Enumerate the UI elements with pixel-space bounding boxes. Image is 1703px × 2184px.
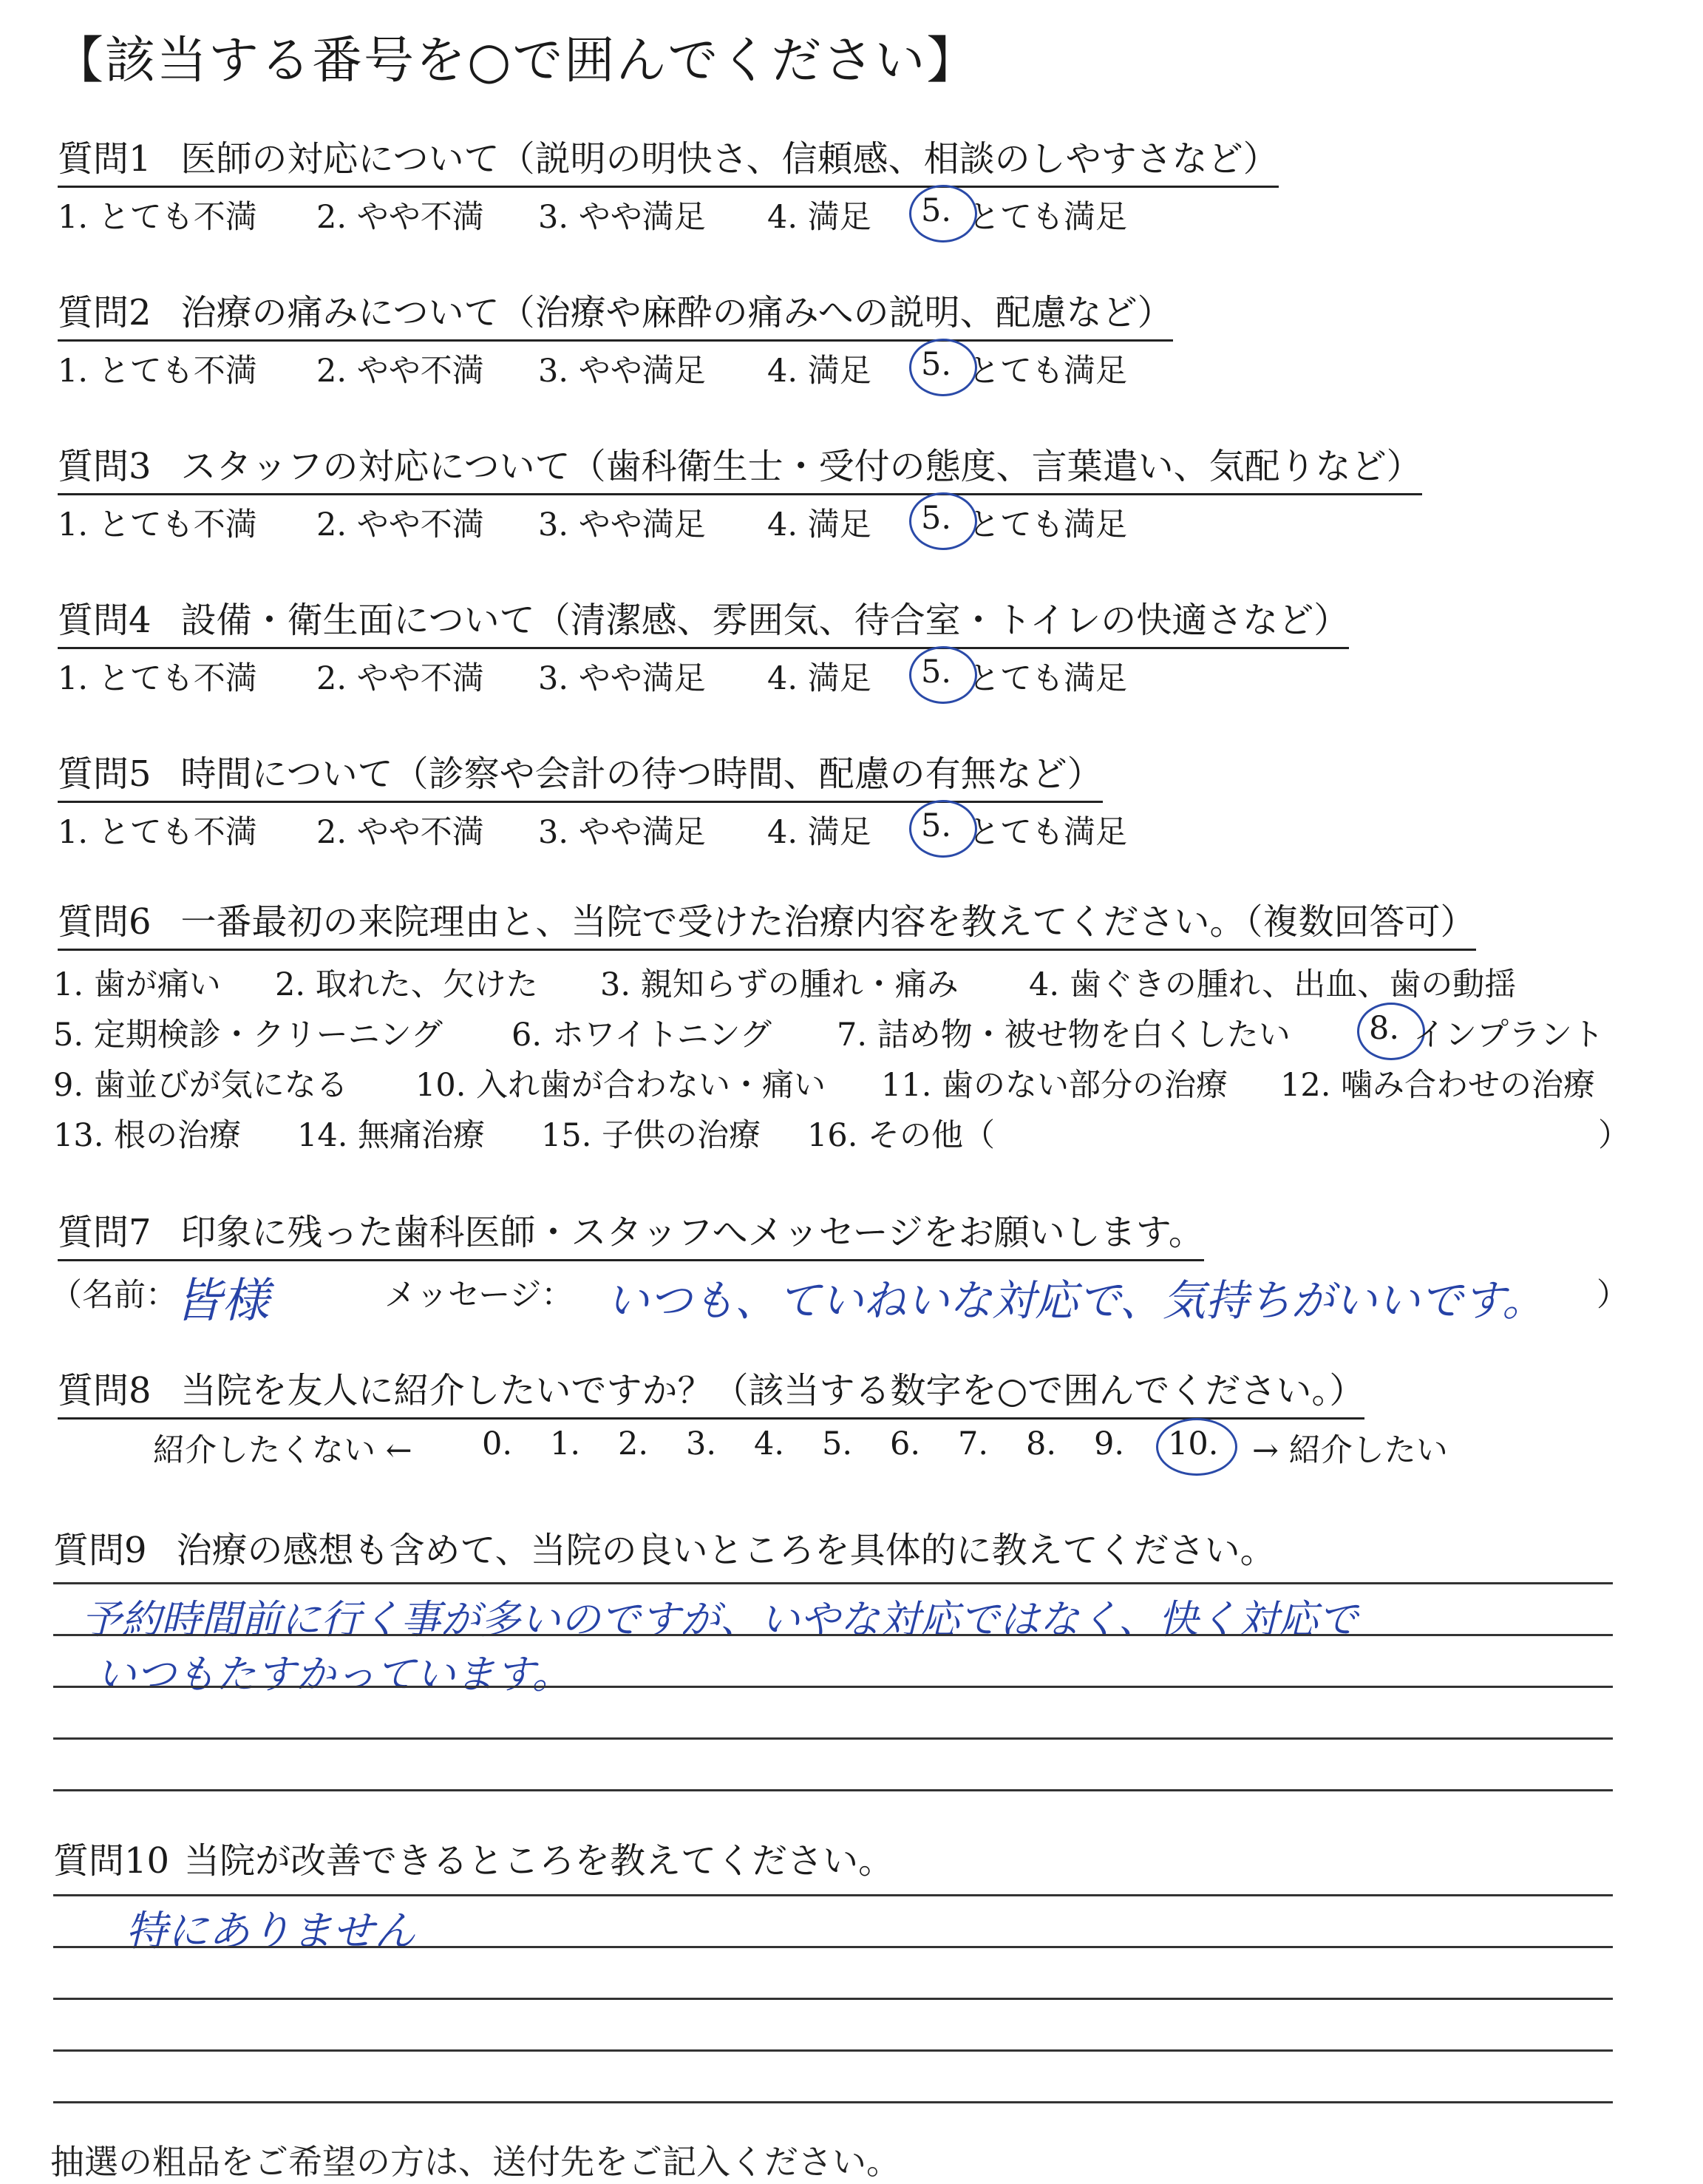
q4-text: 設備・衛生面について（清潔感、雰囲気、待合室・トイレの快適さなど） xyxy=(180,600,1350,641)
q9-number: 質問9 xyxy=(53,1530,147,1571)
q10-title xyxy=(53,1832,894,1883)
q3-option-3[interactable] xyxy=(538,500,706,545)
q10-rule-2 xyxy=(53,1946,1613,1948)
option-label: 2. やや不満 xyxy=(316,660,484,697)
q6-option-15[interactable]: 15. 子供の治療 xyxy=(541,1117,761,1154)
q7-message-answer[interactable]: いつも、ていねいな対応で、気持ちがいいです。 xyxy=(606,1275,1546,1326)
q6-option-6[interactable]: 6. ホワイトニング xyxy=(511,1017,772,1054)
q7-name-answer[interactable]: 皆様 xyxy=(174,1274,269,1329)
q10-rule-4 xyxy=(53,2049,1613,2052)
q8-scale-3[interactable]: 3. xyxy=(686,1425,717,1462)
q6-option-12[interactable]: 12. 噛み合わせの治療 xyxy=(1280,1067,1596,1104)
q1-option-1[interactable] xyxy=(58,192,257,237)
q9-rule-5 xyxy=(53,1789,1613,1791)
option-label: 1. とても不満 xyxy=(58,353,257,390)
q4-option-1[interactable] xyxy=(58,654,257,699)
q2-option-4[interactable] xyxy=(767,346,871,391)
footer-note: 抽選の粗品をご希望の方は、送付先をご記入ください。 xyxy=(50,2142,900,2182)
option-label: とても満足 xyxy=(968,199,1127,236)
q2-title xyxy=(58,284,1173,342)
q6-option-16[interactable]: 16. その他（ xyxy=(807,1117,996,1154)
q6-option-7[interactable]: 7. 詰め物・被せ物を白くしたい xyxy=(837,1017,1291,1054)
q8-scale-10[interactable] xyxy=(1168,1425,1218,1462)
q3-option-5-text[interactable] xyxy=(968,500,1127,545)
option-label: 1. とても不満 xyxy=(58,660,257,697)
q7-name-label: （名前： xyxy=(50,1277,177,1314)
q5-title xyxy=(58,745,1103,803)
q6-number: 質問6 xyxy=(58,901,152,943)
option-label: 5. xyxy=(921,807,952,844)
option-label: 4. 満足 xyxy=(767,506,871,543)
q4-option-5[interactable] xyxy=(921,654,951,691)
q8-scale-1[interactable]: 1. xyxy=(550,1425,581,1462)
q5-text: 時間について（診察や会計の待つ時間、配慮の有無など） xyxy=(180,753,1103,795)
q3-option-2[interactable] xyxy=(316,500,484,545)
q10-rule-5 xyxy=(53,2101,1613,2103)
q9-rule-1 xyxy=(53,1582,1613,1584)
q6-other-close: ） xyxy=(1598,1117,1630,1154)
q8-scale-4[interactable]: 4. xyxy=(754,1425,785,1462)
option-label: 3. やや満足 xyxy=(538,506,706,543)
q5-option-5-text[interactable] xyxy=(968,807,1127,852)
q8-scale-5[interactable]: 5. xyxy=(822,1425,853,1462)
q5-option-4[interactable] xyxy=(767,807,871,852)
q6-text: 一番最初の来院理由と、当院で受けた治療内容を教えてください。（複数回答可） xyxy=(180,901,1476,943)
option-label: 2. やや不満 xyxy=(316,353,484,390)
q1-option-3[interactable] xyxy=(538,192,706,237)
q9-rule-2 xyxy=(53,1634,1613,1636)
q2-option-2[interactable] xyxy=(316,346,484,391)
q9-text: 治療の感想も含めて、当院の良いところを具体的に教えてください。 xyxy=(176,1530,1276,1571)
q3-option-5[interactable] xyxy=(921,500,951,537)
q7-close-paren: ） xyxy=(1597,1277,1628,1314)
q1-text: 医師の対応について（説明の明快さ、信頼感、相談のしやすさなど） xyxy=(180,138,1279,180)
q6-option-4[interactable]: 4. 歯ぐきの腫れ、出血、歯の動揺 xyxy=(1029,966,1517,1003)
q2-text: 治療の痛みについて（治療や麻酔の痛みへの説明、配慮など） xyxy=(180,292,1173,333)
q4-option-5-text[interactable] xyxy=(968,654,1127,699)
option-label: とても満足 xyxy=(968,814,1127,851)
q8-text: 当院を友人に紹介したいですか？（該当する数字を○で囲んでください。） xyxy=(180,1370,1365,1411)
q3-options xyxy=(58,500,1314,544)
q8-scale-8[interactable]: 8. xyxy=(1026,1425,1057,1462)
q1-options xyxy=(58,192,1314,237)
option-label: 1. とても不満 xyxy=(58,199,257,236)
q10-rule-3 xyxy=(53,1998,1613,2000)
q6-option-14[interactable]: 14. 無痛治療 xyxy=(297,1117,486,1154)
q8-left-label: 紹介したくない ← xyxy=(153,1432,412,1469)
q6-option-10[interactable]: 10. 入れ歯が合わない・痛い xyxy=(415,1067,826,1104)
q4-options xyxy=(58,654,1314,698)
q4-option-4[interactable] xyxy=(767,654,871,699)
q2-option-5-text[interactable] xyxy=(968,346,1127,391)
q10-number: 質問10 xyxy=(53,1840,170,1882)
option-label: 4. 満足 xyxy=(767,660,871,697)
q8-scale-row xyxy=(53,1425,1448,1469)
q8-scale-7[interactable]: 7. xyxy=(958,1425,989,1462)
q3-title xyxy=(58,438,1422,495)
option-label: 5. xyxy=(921,346,952,383)
option-label: 3. やや満足 xyxy=(538,660,706,697)
q5-option-5[interactable] xyxy=(921,807,951,844)
q3-option-4[interactable] xyxy=(767,500,871,545)
form-heading: 【該当する番号を○で囲んでください】 xyxy=(53,32,979,90)
q4-title xyxy=(58,591,1349,649)
q7-text: 印象に残った歯科医師・スタッフへメッセージをお願いします。 xyxy=(180,1212,1204,1253)
q6-option-8-label: 8. xyxy=(1369,1010,1400,1047)
q6-row-2 xyxy=(53,1010,1604,1054)
q8-scale-9[interactable]: 9. xyxy=(1094,1425,1125,1462)
q6-option-5[interactable]: 5. 定期検診・クリーニング xyxy=(53,1017,443,1054)
q8-scale-10-label: 10. xyxy=(1168,1425,1219,1462)
q7-title xyxy=(58,1204,1204,1261)
q8-scale-6[interactable]: 6. xyxy=(890,1425,921,1462)
q9-rule-4 xyxy=(53,1737,1613,1740)
q10-text: 当院が改善できるところを教えてください。 xyxy=(184,1840,894,1882)
q5-number: 質問5 xyxy=(58,753,152,795)
option-label: 3. やや満足 xyxy=(538,199,706,236)
q3-option-1[interactable] xyxy=(58,500,257,545)
q6-option-1[interactable]: 1. 歯が痛い xyxy=(53,966,221,1003)
option-label: 1. とても不満 xyxy=(58,506,257,543)
q6-title xyxy=(58,893,1476,951)
option-label: 2. やや不満 xyxy=(316,199,484,236)
q8-scale-0[interactable]: 0. xyxy=(482,1425,513,1462)
q8-title xyxy=(58,1362,1364,1420)
q8-number: 質問8 xyxy=(58,1370,152,1411)
q1-option-4[interactable] xyxy=(767,192,871,237)
q6-option-11[interactable]: 11. 歯のない部分の治療 xyxy=(881,1067,1228,1104)
option-label: 5. xyxy=(921,192,952,229)
option-label: 4. 満足 xyxy=(767,199,871,236)
q2-option-3[interactable] xyxy=(538,346,706,391)
q1-option-5-text[interactable] xyxy=(968,192,1127,237)
q9-title xyxy=(53,1522,1276,1573)
q3-number: 質問3 xyxy=(58,446,152,487)
q7-message-label: メッセージ： xyxy=(384,1277,574,1314)
option-label: 3. やや満足 xyxy=(538,353,706,390)
q9-rule-3 xyxy=(53,1686,1613,1688)
option-label: とても満足 xyxy=(968,353,1127,390)
q6-option-8-number[interactable] xyxy=(1369,1010,1399,1047)
q6-option-8-text[interactable]: インプラント xyxy=(1413,1017,1604,1054)
q4-option-3[interactable] xyxy=(538,654,706,699)
q1-number: 質問1 xyxy=(58,138,152,180)
option-label: 4. 満足 xyxy=(767,353,871,390)
q5-option-2[interactable] xyxy=(316,807,484,852)
q5-option-3[interactable] xyxy=(538,807,706,852)
q10-answer[interactable]: 特にありません xyxy=(126,1907,415,1956)
option-label: 1. とても不満 xyxy=(58,814,257,851)
q7-number: 質問7 xyxy=(58,1212,152,1253)
option-label: 4. 満足 xyxy=(767,814,871,851)
q1-option-5[interactable] xyxy=(921,192,951,229)
option-label: 2. やや不満 xyxy=(316,506,484,543)
option-label: 3. やや満足 xyxy=(538,814,706,851)
option-label: とても満足 xyxy=(968,506,1127,543)
q1-title xyxy=(58,130,1279,188)
q2-options xyxy=(58,346,1314,390)
q1-option-2[interactable] xyxy=(316,192,484,237)
q10-rule-1 xyxy=(53,1894,1613,1896)
q9-answer-line-1[interactable]: 予約時間前に行く事が多いのですが、いやな対応ではなく、快く対応で xyxy=(81,1596,1358,1643)
q5-option-1[interactable] xyxy=(58,807,257,852)
option-label: 5. xyxy=(921,654,952,691)
q5-options xyxy=(58,807,1314,852)
q6-option-9[interactable]: 9. 歯並びが気になる xyxy=(53,1067,348,1104)
option-label: 2. やや不満 xyxy=(316,814,484,851)
q3-text: スタッフの対応について（歯科衛生士・受付の態度、言葉遣い、気配りなど） xyxy=(180,446,1422,487)
option-label: 5. xyxy=(921,500,952,537)
q2-option-1[interactable] xyxy=(58,346,257,391)
q4-option-2[interactable] xyxy=(316,654,484,699)
q8-right-label: → 紹介したい xyxy=(1252,1432,1448,1469)
option-label: とても満足 xyxy=(968,660,1127,697)
q6-option-3[interactable]: 3. 親知らずの腫れ・痛み xyxy=(600,966,959,1003)
q8-scale-2[interactable]: 2. xyxy=(618,1425,649,1462)
q9-answer-line-2[interactable]: いつもたすかっています。 xyxy=(96,1651,572,1698)
q2-number: 質問2 xyxy=(58,292,152,333)
q2-option-5[interactable] xyxy=(921,346,951,383)
q6-option-13[interactable]: 13. 根の治療 xyxy=(53,1117,242,1154)
q6-option-2[interactable]: 2. 取れた、欠けた xyxy=(275,966,538,1003)
q4-number: 質問4 xyxy=(58,600,152,641)
